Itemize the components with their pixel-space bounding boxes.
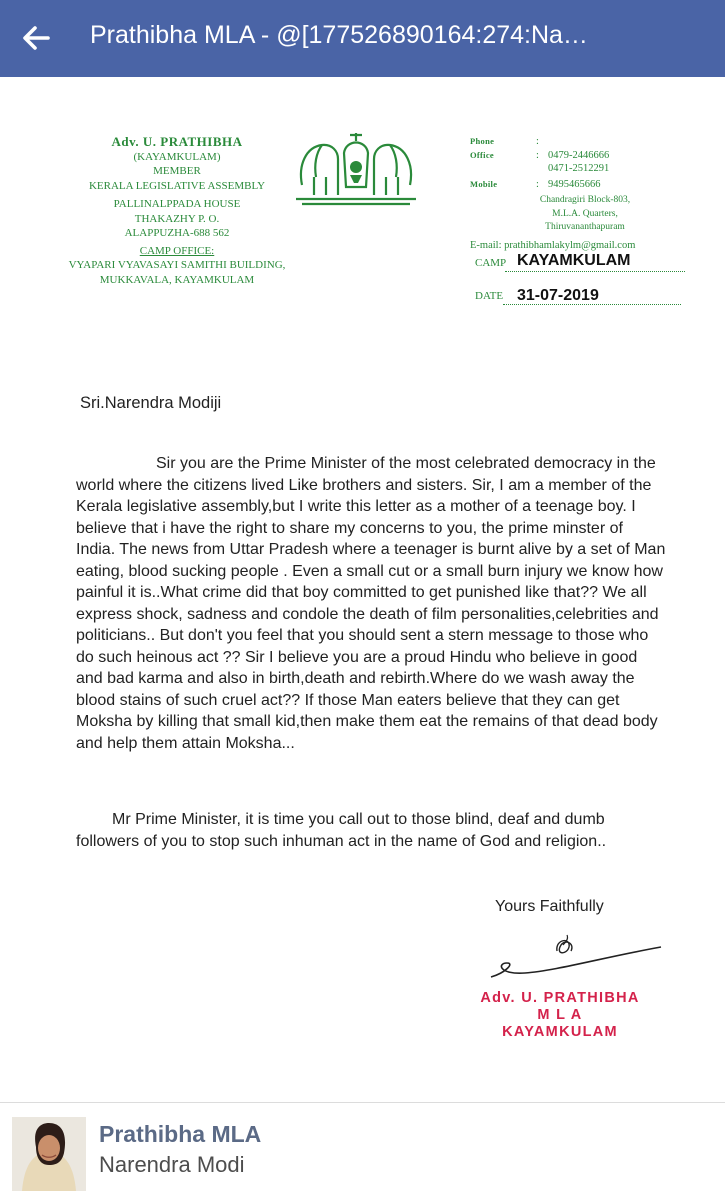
office-label: Office xyxy=(470,149,494,160)
camp-office-label: CAMP OFFICE: xyxy=(139,244,215,257)
signature-title: M L A xyxy=(537,1007,583,1023)
letterhead-member: MEMBER xyxy=(153,165,201,177)
back-arrow-icon[interactable] xyxy=(18,20,54,56)
letterhead-pin: ALAPPUZHA-688 562 xyxy=(124,227,230,239)
signature-icon xyxy=(485,933,665,993)
address-line2: M.L.A. Quarters, xyxy=(552,208,618,219)
date-value: 31-07-2019 xyxy=(517,287,599,304)
signature-block xyxy=(470,990,650,1041)
salutation: Sri.Narendra Modiji xyxy=(80,394,222,412)
signature-constituency: KAYAMKULAM xyxy=(502,1024,618,1040)
phone-label: Phone xyxy=(470,136,495,146)
letterhead-house: PALLINALPPADA HOUSE xyxy=(113,198,241,210)
mobile-number: 9495465666 xyxy=(548,178,601,190)
letterhead-assembly: KERALA LEGISLATIVE ASSEMBLY xyxy=(88,179,266,192)
letterhead-name: Adv. U. PRATHIBHA xyxy=(111,134,243,149)
page-title: Prathibha MLA - @[177526890164:274:Na… xyxy=(90,21,588,49)
tagged-user[interactable]: Narendra Modi xyxy=(99,1152,245,1177)
camp-office-line1: VYAPARI VYAVASAYI SAMITHI BUILDING, xyxy=(68,259,286,271)
mobile-label: Mobile xyxy=(470,178,498,189)
profile-photo-icon xyxy=(12,1117,86,1191)
email: E-mail: prathibhamlakylm@gmail.com xyxy=(470,239,636,251)
letter-paragraph-2: Mr Prime Minister, it is time you call out to those blind, deaf and dumb followers of you to stop such inhuman act in the name of God and religion.. xyxy=(76,811,607,850)
post-footer xyxy=(0,1102,725,1201)
address-line3: Thiruvananthapuram xyxy=(545,222,625,232)
letterhead-constituency: (KAYAMKULAM) xyxy=(133,150,221,163)
date-label: DATE xyxy=(475,290,504,302)
letterhead-left xyxy=(62,135,292,287)
office-phone-1: 0479-2446666 xyxy=(548,149,610,161)
app-bar xyxy=(0,0,725,77)
office-phone-2: 0471-2512291 xyxy=(548,163,610,174)
letter-image[interactable] xyxy=(0,77,725,1102)
closing: Yours Faithfully xyxy=(495,898,604,915)
kerala-emblem-icon xyxy=(292,125,420,207)
address-line1: Chandragiri Block-803, xyxy=(539,195,631,205)
author-name[interactable]: Prathibha MLA xyxy=(99,1121,262,1147)
camp-office-line2: MUKKAVALA, KAYAMKULAM xyxy=(99,273,255,286)
letterhead-right: Phone : Office : 0479-2446666 0471-2512291 Mobile : 9495465666 Chandragiri Block-803, M.L.A. Quarters, Thiruvananthapuram E-mail: prathibhamlakylm@gmail.com xyxy=(470,135,670,252)
letter-paragraph-1: Sir you are the Prime Minister of the most celebrated democracy in the world where the citizens lived Like brothers and sisters. Sir, I am a member of the Kerala legislative assembly,but I write this letter as a mother of a teenage boy. I believe that i have the right to share my concerns to you, the prime minster of India. The news from Uttar Pradesh where a teenager is burnt alive by a set of Man eating, blood sucking people . Even a small cut or a small burn injury we know how painful it is..What crime did that boy committed to get punished like that?? We all express shock, sadness and condole the death of film personalities,celebrities and politicians.. But don't you feel that you should sent a stern message to those who do such heinous act ?? Sir I believe you are a proud Hindu who believe in good and bad karma and also in birth,death and rebirth.Where do we wash away the blood stains of such cruel act?? If those Man eaters believe that they can get Moksha by killing that small kid,then make them eat the remains of that dead body and help them attain Moksha... xyxy=(76,455,666,752)
date-field xyxy=(475,287,695,304)
avatar[interactable] xyxy=(12,1117,86,1191)
letterhead-po: THAKAZHY P. O. xyxy=(134,212,220,225)
signature-name: Adv. U. PRATHIBHA xyxy=(480,990,640,1006)
camp-value: KAYAMKULAM xyxy=(517,252,631,269)
camp-label: CAMP xyxy=(475,257,507,269)
camp-field xyxy=(475,252,695,269)
